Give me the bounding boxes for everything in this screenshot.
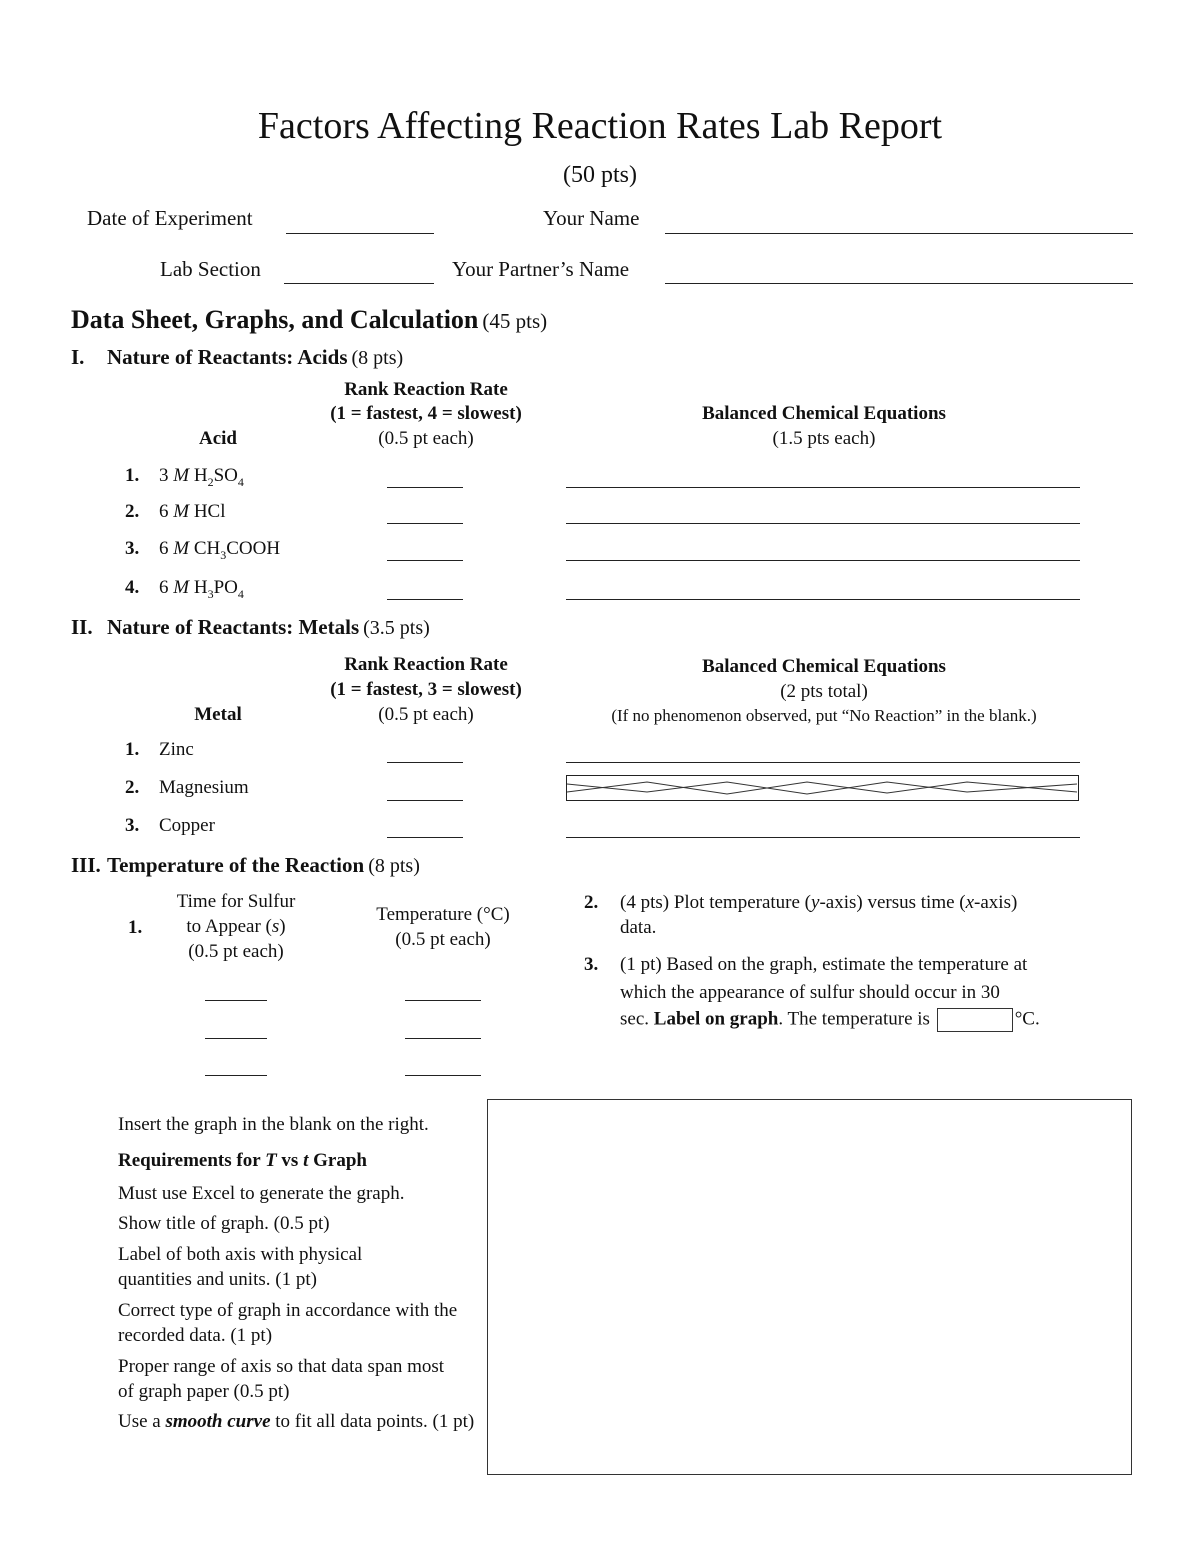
p2-row-2: 2. Magnesium <box>125 777 249 798</box>
p2-rank-3-field[interactable] <box>387 837 463 838</box>
p3-time-header-3: (0.5 pt each) <box>188 941 284 962</box>
graph-requirement-6: Use a smooth curve to fit all data points. (1 pt) <box>118 1411 475 1432</box>
p2-rank-1-field[interactable] <box>387 762 463 763</box>
p1-row-2: 2. 6 M HCl <box>125 501 226 522</box>
p2-row-1: 1. Zinc <box>125 739 194 760</box>
p3-temp-header-2: (0.5 pt each) <box>395 929 491 950</box>
p1-rank-header-1: Rank Reaction Rate <box>344 379 508 400</box>
p1-eq-4-field[interactable] <box>566 599 1080 600</box>
p1-rank-4-field[interactable] <box>387 599 463 600</box>
graph-requirement-2: Show title of graph. (0.5 pt) <box>118 1213 330 1234</box>
p3-q2-number: 2. <box>584 892 599 913</box>
p1-acid-header: Acid <box>199 428 237 449</box>
section-field[interactable] <box>284 283 434 284</box>
part3-heading: III. Temperature of the Reaction (8 pts) <box>71 853 420 877</box>
p3-q1-number: 1. <box>128 917 143 938</box>
p2-eq-header-3: (If no phenomenon observed, put “No Reaction” in the blank.) <box>611 706 1037 725</box>
graph-requirement-1: Must use Excel to generate the graph. <box>118 1183 405 1204</box>
p2-rank-header-1: Rank Reaction Rate <box>344 654 508 675</box>
p3-time-1-field[interactable] <box>205 1000 267 1001</box>
p1-eq-header-1: Balanced Chemical Equations <box>702 403 946 424</box>
p3-q3-line-3: sec. Label on graph. The temperature is °C. <box>620 1008 1040 1032</box>
p3-time-3-field[interactable] <box>205 1075 267 1076</box>
p3-time-header-1: Time for Sulfur <box>176 891 296 912</box>
p3-time-header-2: to Appear (s) <box>186 916 286 937</box>
name-label: Your Name <box>543 206 640 230</box>
p1-row-3: 3. 6 M $CH_3COOH$ <box>125 538 281 562</box>
total-points: (50 pts) <box>563 162 637 188</box>
name-field[interactable] <box>665 233 1133 234</box>
section-label: Lab Section <box>160 257 261 281</box>
date-field[interactable] <box>286 233 434 234</box>
crossed-out-scribble-icon <box>567 776 1077 799</box>
graph-requirements-heading: Requirements for T vs t Graph <box>118 1150 367 1171</box>
p3-q2-text: (4 pts) Plot temperature (y-axis) versus time (x-axis) <box>620 892 1018 913</box>
p1-eq-1-field[interactable] <box>566 487 1080 488</box>
p1-rank-2-field[interactable] <box>387 523 463 524</box>
p2-row-3: 3. Copper <box>125 815 215 836</box>
p2-eq-1-field[interactable] <box>566 762 1080 763</box>
report-title: Factors Affecting Reaction Rates Lab Report <box>257 105 943 147</box>
p3-q2-text-2: data. <box>620 917 657 938</box>
p3-time-2-field[interactable] <box>205 1038 267 1039</box>
p1-rank-3-field[interactable] <box>387 560 463 561</box>
graph-insert-box[interactable] <box>487 1099 1132 1475</box>
p2-eq-3-field[interactable] <box>566 837 1080 838</box>
p2-eq-header-2: (2 pts total) <box>780 681 868 702</box>
p3-temp-1-field[interactable] <box>405 1000 481 1001</box>
graph-requirement-3: Label of both axis with physical quantities and units. (1 pt) <box>118 1244 363 1290</box>
p3-temp-2-field[interactable] <box>405 1038 481 1039</box>
p1-rank-header-3: (0.5 pt each) <box>378 428 474 449</box>
p3-q3-number: 3. <box>584 954 599 975</box>
p2-rank-header-3: (0.5 pt each) <box>378 704 474 725</box>
p2-rank-2-field[interactable] <box>387 800 463 801</box>
p1-eq-header-2: (1.5 pts each) <box>772 428 876 449</box>
part2-heading: II. Nature of Reactants: Metals (3.5 pts) <box>71 615 430 639</box>
graph-insert-note: Insert the graph in the blank on the right. <box>118 1114 429 1135</box>
p1-row-1: 1. 3 M $H_2SO_4$ <box>125 465 244 489</box>
p3-q3-line-1: (1 pt) Based on the graph, estimate the temperature at <box>620 954 1028 975</box>
partner-label: Your Partner’s Name <box>452 257 630 281</box>
temperature-answer-box[interactable] <box>937 1008 1013 1032</box>
p2-metal-header: Metal <box>194 704 242 725</box>
part1-heading: I. Nature of Reactants: Acids (8 pts) <box>71 345 404 369</box>
p3-temp-3-field[interactable] <box>405 1075 481 1076</box>
p3-q3-line-2: which the appearance of sulfur should occur in 30 <box>620 982 1000 1003</box>
p1-eq-2-field[interactable] <box>566 523 1080 524</box>
graph-requirement-4: Correct type of graph in accordance with the recorded data. (1 pt) <box>118 1300 458 1346</box>
p1-eq-3-field[interactable] <box>566 560 1080 561</box>
date-label: Date of Experiment <box>87 206 253 230</box>
p2-eq-2-field[interactable] <box>566 775 1079 801</box>
p1-rank-1-field[interactable] <box>387 487 463 488</box>
p3-temp-header-1: Temperature (°C) <box>376 904 510 925</box>
p1-rank-header-2: (1 = fastest, 4 = slowest) <box>330 403 522 424</box>
data-sheet-heading: Data Sheet, Graphs, and Calculation (45 pts) <box>71 305 548 334</box>
graph-requirement-5: Proper range of axis so that data span most of graph paper (0.5 pt) <box>118 1356 445 1402</box>
p1-row-4: 4. 6 M $H_3PO_4$ <box>125 577 244 601</box>
p2-eq-header-1: Balanced Chemical Equations <box>702 656 946 677</box>
partner-field[interactable] <box>665 283 1133 284</box>
p2-rank-header-2: (1 = fastest, 3 = slowest) <box>330 679 522 700</box>
